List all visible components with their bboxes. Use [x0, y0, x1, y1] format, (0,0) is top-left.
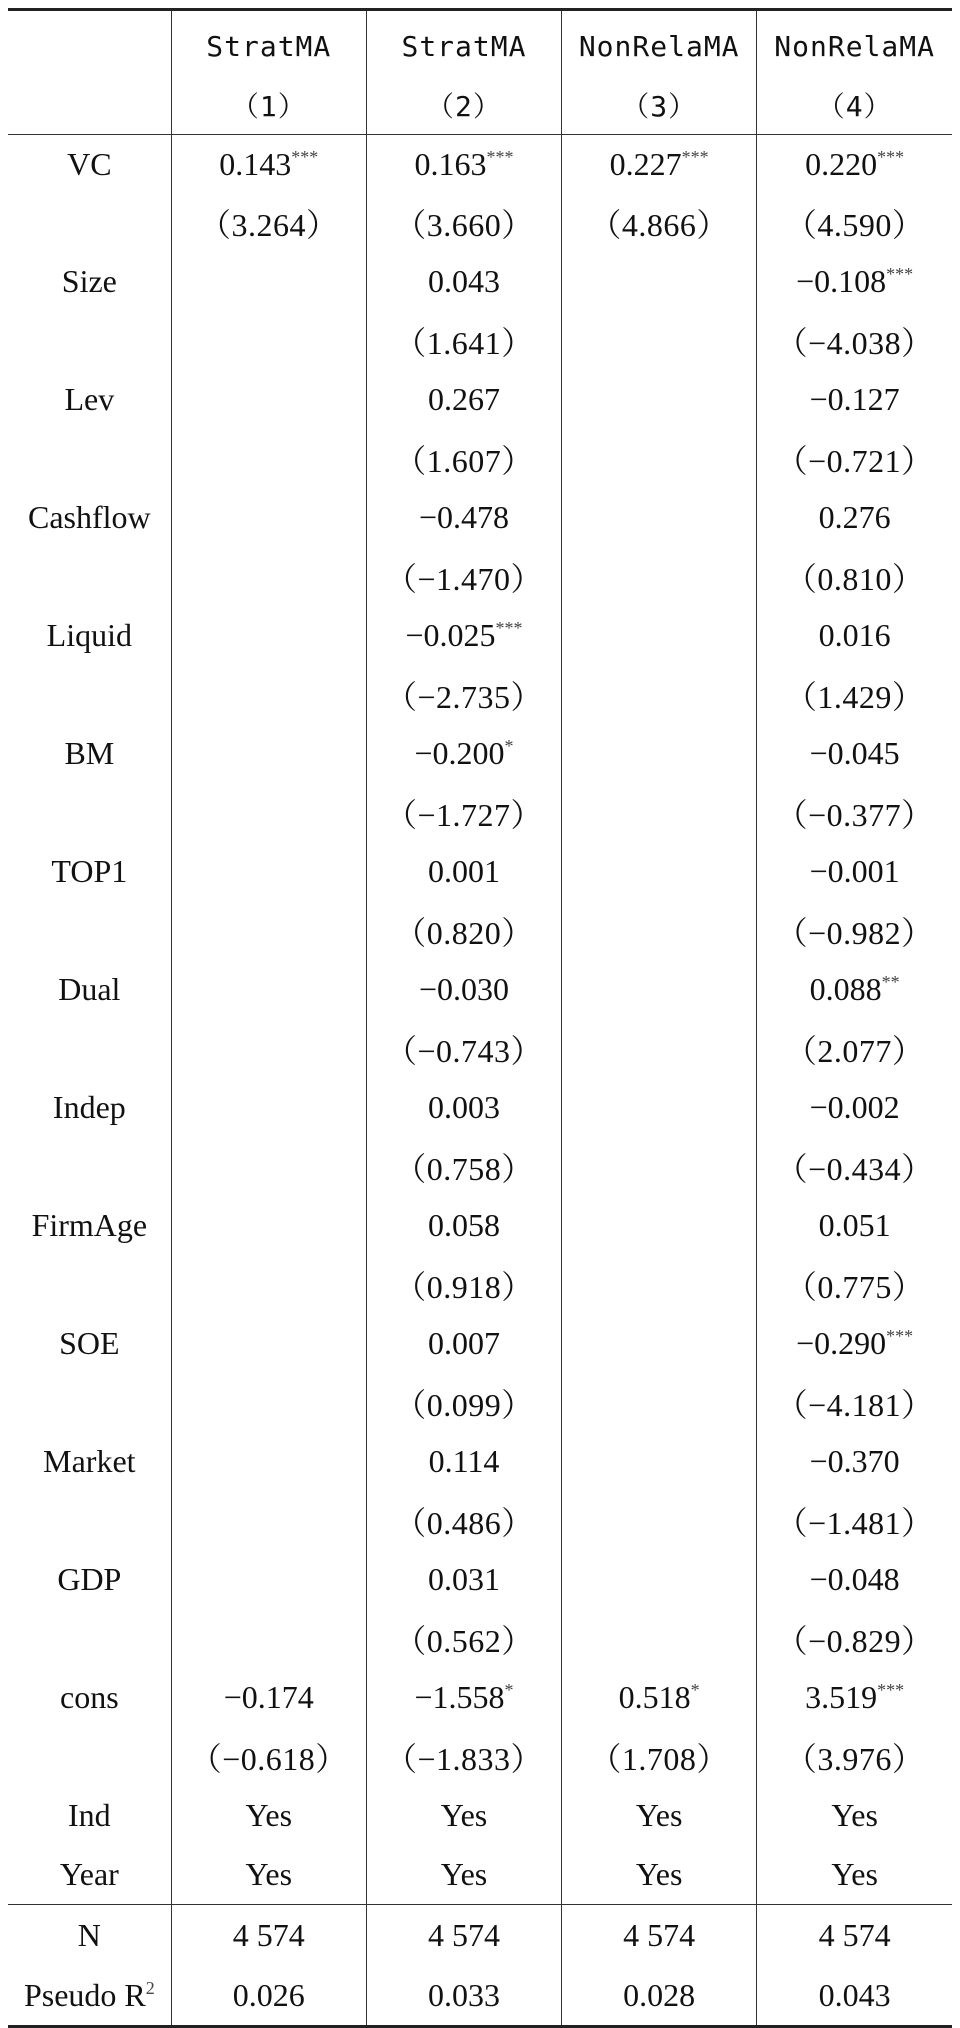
coefficient-row — [8, 1668, 952, 1727]
significance-stars: * — [504, 736, 514, 756]
t-statistic-cell — [171, 547, 366, 606]
t-statistic-row — [8, 783, 952, 842]
row-label-blank — [8, 783, 171, 842]
t-statistic-cell — [562, 783, 757, 842]
significance-stars: * — [690, 1680, 700, 1700]
row-label-blank — [8, 1255, 171, 1314]
dep-var-header: NonRelaMA — [757, 10, 952, 76]
stub-header-blank — [8, 75, 171, 135]
t-statistic-row — [8, 429, 952, 488]
pseudo-r2-value: 0.043 — [757, 1965, 952, 2027]
coefficient-cell — [757, 1196, 952, 1255]
t-statistic-cell: （0.758） — [366, 1137, 561, 1196]
t-statistic-cell: （−2.735） — [366, 665, 561, 724]
coefficient-cell — [171, 842, 366, 901]
coefficient-row — [8, 488, 952, 547]
t-statistic-cell: （−0.982） — [757, 901, 952, 960]
fixed-effect-value: Yes — [757, 1845, 952, 1905]
row-label-blank — [8, 665, 171, 724]
coefficient-cell — [171, 606, 366, 665]
coefficient-cell — [366, 135, 561, 194]
coefficient-cell — [366, 960, 561, 1019]
significance-stars: ** — [881, 972, 900, 992]
t-statistic-cell: （0.918） — [366, 1255, 561, 1314]
t-statistic-cell: （−0.743） — [366, 1019, 561, 1078]
t-statistic-row — [8, 1137, 952, 1196]
coefficient-cell — [757, 1668, 952, 1727]
coefficient-cell — [757, 1550, 952, 1609]
coefficient-value: 0.220 — [805, 145, 878, 182]
coefficient-row — [8, 370, 952, 429]
coefficient-value: −0.048 — [809, 1561, 900, 1597]
t-statistic-cell — [171, 1373, 366, 1432]
t-statistic-cell — [171, 1137, 366, 1196]
t-statistic-cell — [562, 1255, 757, 1314]
fixed-effect-value: Yes — [562, 1786, 757, 1845]
fixed-effect-value: Yes — [171, 1845, 366, 1905]
t-statistic-cell — [562, 1373, 757, 1432]
coefficient-cell — [562, 135, 757, 194]
coefficient-cell — [562, 252, 757, 311]
column-number: （2） — [366, 75, 561, 135]
significance-stars: *** — [877, 1680, 905, 1700]
coefficient-cell — [171, 1550, 366, 1609]
t-statistic-row — [8, 193, 952, 252]
coefficient-cell — [366, 1550, 561, 1609]
coefficient-cell — [366, 1432, 561, 1491]
t-statistic-row — [8, 665, 952, 724]
coefficient-cell — [366, 724, 561, 783]
coefficient-value: 0.143 — [219, 145, 292, 182]
table-body — [8, 135, 952, 1905]
regression-table — [8, 8, 952, 2028]
coefficient-value: −0.478 — [418, 499, 509, 535]
t-statistic-row — [8, 547, 952, 606]
coefficient-cell — [171, 724, 366, 783]
coefficient-value: 0.518 — [618, 1679, 691, 1715]
coefficient-cell — [366, 1196, 561, 1255]
significance-stars: * — [504, 1680, 514, 1700]
row-label: SOE — [59, 1325, 120, 1361]
t-statistic-cell: （−0.618） — [171, 1727, 366, 1786]
t-statistic-cell: （0.810） — [757, 547, 952, 606]
coefficient-value: −0.108 — [796, 263, 887, 299]
coefficient-cell — [562, 1432, 757, 1491]
significance-stars: *** — [886, 264, 914, 284]
coefficient-cell — [562, 1668, 757, 1727]
coefficient-value: −0.290 — [796, 1325, 887, 1361]
t-statistic-row — [8, 1609, 952, 1668]
fixed-effect-row — [8, 1786, 952, 1845]
coefficient-cell — [562, 1196, 757, 1255]
t-statistic-row — [8, 1727, 952, 1786]
t-statistic-cell — [562, 901, 757, 960]
t-statistic-row — [8, 311, 952, 370]
coefficient-value: 0.007 — [427, 1325, 500, 1361]
coefficient-cell — [171, 135, 366, 194]
t-statistic-cell: （1.429） — [757, 665, 952, 724]
t-statistic-cell — [562, 665, 757, 724]
coefficient-cell — [171, 960, 366, 1019]
coefficient-value: −0.174 — [223, 1679, 314, 1715]
coefficient-value: 0.163 — [414, 145, 487, 182]
observations-row — [8, 1905, 952, 1966]
t-statistic-cell — [171, 311, 366, 370]
coefficient-value: 0.267 — [427, 381, 500, 417]
coefficient-value: −0.200 — [414, 735, 505, 771]
row-label: Size — [61, 263, 117, 299]
coefficient-value: 0.043 — [427, 263, 500, 299]
coefficient-cell — [757, 135, 952, 194]
significance-stars: *** — [291, 146, 319, 167]
coefficient-value: 0.058 — [427, 1207, 500, 1243]
coefficient-cell — [171, 252, 366, 311]
pseudo-r2-label: Pseudo R — [23, 1976, 146, 2013]
coefficient-value: 0.276 — [818, 499, 891, 535]
observations-value: 4 574 — [562, 1905, 757, 1966]
coefficient-cell — [757, 1432, 952, 1491]
coefficient-value: 0.031 — [427, 1561, 500, 1597]
coefficient-value: −1.558 — [414, 1679, 505, 1715]
row-label-blank — [8, 311, 171, 370]
coefficient-cell — [757, 960, 952, 1019]
row-label: cons — [60, 1679, 119, 1715]
coefficient-cell — [562, 724, 757, 783]
table-footer — [8, 1905, 952, 2027]
coefficient-cell — [757, 488, 952, 547]
row-label: Cashflow — [28, 499, 151, 535]
row-label-blank — [8, 1373, 171, 1432]
t-statistic-cell: （−0.377） — [757, 783, 952, 842]
row-label: GDP — [57, 1561, 122, 1597]
row-label: N — [8, 1905, 171, 1966]
row-label: VC — [67, 145, 112, 182]
dependent-variable-row — [8, 10, 952, 76]
coefficient-value: −0.370 — [809, 1443, 900, 1479]
coefficient-cell — [366, 842, 561, 901]
coefficient-row — [8, 960, 952, 1019]
coefficient-value: −0.127 — [809, 381, 900, 417]
coefficient-row — [8, 135, 952, 194]
coefficient-value: −0.001 — [809, 853, 900, 889]
coefficient-value: 0.051 — [818, 1207, 891, 1243]
t-statistic-cell — [171, 1609, 366, 1668]
coefficient-cell — [562, 1078, 757, 1137]
row-label-blank — [8, 1727, 171, 1786]
coefficient-cell — [366, 252, 561, 311]
row-label: Market — [43, 1443, 136, 1479]
pseudo-r2-value: 0.026 — [171, 1965, 366, 2027]
row-label — [8, 1965, 171, 2027]
coefficient-cell — [562, 1314, 757, 1373]
row-label-blank — [8, 1019, 171, 1078]
row-label-blank — [8, 901, 171, 960]
coefficient-cell — [562, 1550, 757, 1609]
row-label: Lev — [64, 381, 115, 417]
t-statistic-cell: （4.590） — [757, 193, 952, 252]
coefficient-value: 0.016 — [818, 617, 891, 653]
coefficient-cell — [757, 1314, 952, 1373]
t-statistic-cell: （2.077） — [757, 1019, 952, 1078]
t-statistic-cell: （0.775） — [757, 1255, 952, 1314]
row-label: FirmAge — [31, 1207, 148, 1243]
t-statistic-cell: （−0.434） — [757, 1137, 952, 1196]
t-statistic-cell: （−0.721） — [757, 429, 952, 488]
coefficient-value: −0.045 — [809, 735, 900, 771]
pseudo-r2-value: 0.033 — [366, 1965, 561, 2027]
t-statistic-cell: （−1.470） — [366, 547, 561, 606]
coefficient-cell — [757, 252, 952, 311]
coefficient-cell — [757, 724, 952, 783]
t-statistic-row — [8, 1019, 952, 1078]
row-label-blank — [8, 193, 171, 252]
stub-header — [8, 10, 171, 76]
row-label: Liquid — [46, 617, 132, 653]
significance-stars: *** — [495, 618, 523, 638]
coefficient-value: −0.030 — [418, 971, 509, 1007]
row-label: TOP1 — [51, 853, 128, 889]
significance-stars: *** — [886, 1326, 914, 1346]
t-statistic-cell — [562, 1609, 757, 1668]
coefficient-value: 0.001 — [427, 853, 500, 889]
t-statistic-row — [8, 901, 952, 960]
table-header — [8, 10, 952, 135]
fixed-effect-value: Yes — [366, 1786, 561, 1845]
t-statistic-row — [8, 1373, 952, 1432]
fixed-effect-value: Yes — [171, 1786, 366, 1845]
coefficient-cell — [366, 1314, 561, 1373]
t-statistic-cell: （0.562） — [366, 1609, 561, 1668]
coefficient-row — [8, 1550, 952, 1609]
t-statistic-cell — [171, 1255, 366, 1314]
coefficient-cell — [562, 606, 757, 665]
fixed-effect-value: Yes — [757, 1786, 952, 1845]
coefficient-value: 0.088 — [809, 971, 882, 1007]
t-statistic-cell — [171, 429, 366, 488]
t-statistic-cell: （−1.481） — [757, 1491, 952, 1550]
coefficient-value: −0.025 — [405, 617, 496, 653]
coefficient-cell — [562, 488, 757, 547]
t-statistic-cell — [562, 429, 757, 488]
coefficient-cell — [562, 842, 757, 901]
t-statistic-cell — [171, 901, 366, 960]
row-label: Dual — [58, 971, 121, 1007]
t-statistic-cell: （1.607） — [366, 429, 561, 488]
coefficient-value: 3.519 — [805, 1679, 878, 1715]
coefficient-cell — [171, 1668, 366, 1727]
row-label-blank — [8, 429, 171, 488]
row-label: Ind — [68, 1797, 111, 1833]
coefficient-value: 0.114 — [428, 1443, 500, 1479]
coefficient-value: 0.003 — [427, 1089, 500, 1125]
t-statistic-cell: （3.264） — [171, 193, 366, 252]
coefficient-cell — [757, 370, 952, 429]
column-number: （4） — [757, 75, 952, 135]
t-statistic-cell: （−4.038） — [757, 311, 952, 370]
coefficient-cell — [562, 960, 757, 1019]
t-statistic-cell: （0.486） — [366, 1491, 561, 1550]
coefficient-cell — [171, 1078, 366, 1137]
column-number: （3） — [562, 75, 757, 135]
coefficient-cell — [562, 370, 757, 429]
dep-var-header: StratMA — [171, 10, 366, 76]
row-label-blank — [8, 1609, 171, 1668]
coefficient-row — [8, 1196, 952, 1255]
coefficient-value: −0.002 — [809, 1089, 900, 1125]
fixed-effect-row — [8, 1845, 952, 1905]
row-label: Indep — [52, 1089, 126, 1125]
coefficient-cell — [171, 488, 366, 547]
observations-value: 4 574 — [366, 1905, 561, 1966]
t-statistic-cell — [171, 1491, 366, 1550]
t-statistic-cell — [171, 783, 366, 842]
t-statistic-cell: （3.976） — [757, 1727, 952, 1786]
row-label-blank — [8, 1137, 171, 1196]
fixed-effect-value: Yes — [366, 1845, 561, 1905]
t-statistic-row — [8, 1491, 952, 1550]
coefficient-cell — [366, 488, 561, 547]
coefficient-row — [8, 842, 952, 901]
superscript-two: 2 — [145, 1977, 155, 1998]
t-statistic-cell: （0.820） — [366, 901, 561, 960]
t-statistic-cell: （4.866） — [562, 193, 757, 252]
regression-table-wrapper — [8, 8, 952, 2028]
column-number: （1） — [171, 75, 366, 135]
observations-value: 4 574 — [757, 1905, 952, 1966]
coefficient-row — [8, 1078, 952, 1137]
significance-stars: *** — [877, 146, 905, 167]
row-label-blank — [8, 1491, 171, 1550]
coefficient-cell — [171, 1432, 366, 1491]
t-statistic-cell: （−0.829） — [757, 1609, 952, 1668]
coefficient-cell — [171, 1196, 366, 1255]
coefficient-cell — [171, 1314, 366, 1373]
coefficient-value: 0.227 — [609, 145, 682, 182]
column-number-row — [8, 75, 952, 135]
significance-stars: *** — [681, 146, 709, 167]
t-statistic-cell — [562, 1019, 757, 1078]
t-statistic-cell — [171, 665, 366, 724]
coefficient-row — [8, 252, 952, 311]
observations-value: 4 574 — [171, 1905, 366, 1966]
dep-var-header: NonRelaMA — [562, 10, 757, 76]
t-statistic-cell: （3.660） — [366, 193, 561, 252]
coefficient-cell — [171, 370, 366, 429]
coefficient-row — [8, 1432, 952, 1491]
t-statistic-cell — [562, 547, 757, 606]
t-statistic-cell — [171, 1019, 366, 1078]
coefficient-cell — [366, 1668, 561, 1727]
row-label: Year — [59, 1856, 119, 1892]
coefficient-cell — [757, 606, 952, 665]
t-statistic-row — [8, 1255, 952, 1314]
coefficient-row — [8, 606, 952, 665]
fixed-effect-value: Yes — [562, 1845, 757, 1905]
t-statistic-cell: （1.708） — [562, 1727, 757, 1786]
row-label: BM — [64, 735, 115, 771]
pseudo-r2-value: 0.028 — [562, 1965, 757, 2027]
coefficient-row — [8, 724, 952, 783]
pseudo-r2-row — [8, 1965, 952, 2027]
coefficient-row — [8, 1314, 952, 1373]
row-label-blank — [8, 547, 171, 606]
coefficient-cell — [366, 606, 561, 665]
coefficient-cell — [757, 842, 952, 901]
coefficient-cell — [366, 1078, 561, 1137]
coefficient-cell — [757, 1078, 952, 1137]
t-statistic-cell — [562, 1137, 757, 1196]
t-statistic-cell — [562, 1491, 757, 1550]
t-statistic-cell: （−1.833） — [366, 1727, 561, 1786]
dep-var-header: StratMA — [366, 10, 561, 76]
significance-stars: *** — [486, 146, 514, 167]
t-statistic-cell: （0.099） — [366, 1373, 561, 1432]
t-statistic-cell: （−4.181） — [757, 1373, 952, 1432]
t-statistic-cell — [562, 311, 757, 370]
t-statistic-cell: （1.641） — [366, 311, 561, 370]
t-statistic-cell: （−1.727） — [366, 783, 561, 842]
coefficient-cell — [366, 370, 561, 429]
